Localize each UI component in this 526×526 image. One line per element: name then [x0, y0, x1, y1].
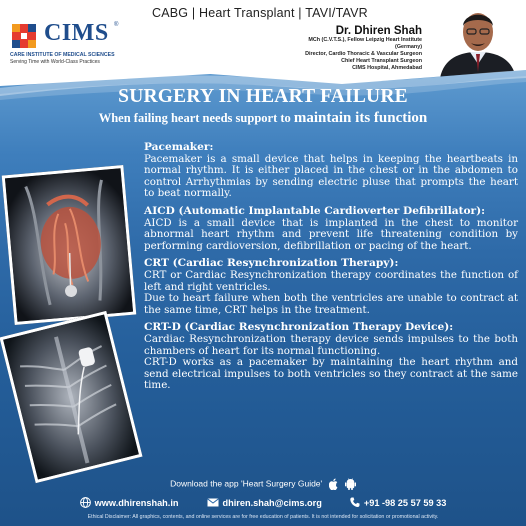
website-text: www.dhirenshah.in — [94, 497, 179, 508]
phone-text: +91 -98 25 57 59 33 — [363, 497, 447, 508]
header — [0, 0, 526, 78]
doctor-credential-line: Director, Cardio Thoracic & Vascular Surgeon — [305, 51, 422, 57]
subtitle-emphasis: maintain its function — [293, 110, 428, 126]
android-icon[interactable] — [345, 478, 356, 490]
logo-full-name: CARE INSTITUTE OF MEDICAL SCIENCES — [10, 52, 115, 58]
globe-icon — [80, 497, 91, 508]
email-text: dhiren.shah@cims.org — [222, 497, 322, 508]
mail-icon — [207, 498, 219, 507]
section-text-crtd: CRT-D works as a pacemaker by maintaining the heart rhythm and send electrical impulses to both ventricles so they contract at the same time. — [144, 356, 518, 392]
ethical-disclaimer: Ethical Disclaimer: All graphics, contents, and online services are for free education of patients. It is not intended for solicitation or promotional activity. — [87, 514, 439, 520]
cims-logo-icon — [10, 22, 38, 50]
section-heading-crt: CRT (Cardiac Resynchronization Therapy): — [144, 257, 399, 270]
content-text — [144, 142, 518, 392]
doctor-credential-line: MCh (C.V.T.S.), Fellow Leipzig Heart Institute — [308, 37, 422, 43]
email-link[interactable] — [207, 497, 322, 508]
section-text-crtd: Cardiac Resynchronization therapy device sends impulses to the both chambers of heart for its normal functioning. — [144, 332, 518, 357]
apple-icon[interactable] — [329, 478, 339, 490]
section-text-crt: Due to heart failure when both the ventricles are unable to contract at the same time, CRT helps in the treatment. — [144, 292, 518, 316]
xray-image-heart-vessels — [2, 165, 137, 325]
section-heading-pacemaker: Pacemaker: — [144, 141, 214, 153]
services-line: CABG | Heart Transplant | TAVI/TAVR — [152, 6, 368, 20]
logo-registered-mark: ® — [114, 22, 119, 28]
section-text-pacemaker: Pacemaker is a small device that helps in keeping the heartbeats in normal rhythm. It is either placed in the chest or in the abdomen to control Arrhythmias by sending electric pluse that prompts the heart to beat normally. — [144, 152, 518, 200]
subtitle-lead: When failing heart needs support to — [98, 111, 294, 125]
doctor-credential-line: Chief Heart Transplant Surgeon — [341, 58, 422, 64]
app-download-line — [0, 478, 526, 490]
section-heading-crtd: CRT-D (Cardiac Resynchronization Therapy Device): — [144, 321, 454, 334]
page-subtitle — [0, 110, 526, 127]
doctor-credential-line: CIMS Hospital, Ahmedabad — [352, 65, 422, 71]
doctor-info — [212, 25, 422, 72]
doctor-credential-line: (Germany) — [395, 44, 422, 50]
website-link[interactable] — [80, 497, 179, 508]
section-text-crt: CRT or Cardiac Resynchronization therapy coordinates the function of left and right ventricles. — [144, 268, 518, 293]
contact-row — [0, 497, 526, 508]
doctor-name: Dr. Dhiren Shah — [335, 25, 422, 37]
app-download-text: Download the app 'Heart Surgery Guide' — [170, 478, 323, 489]
section-heading-aicd: AICD (Automatic Implantable Cardioverter Defibrillator): — [144, 204, 486, 217]
logo-tagline: Serving Time with World-Class Practices — [10, 59, 100, 65]
logo-brand: CIMS — [44, 20, 109, 46]
cims-logo[interactable] — [10, 22, 128, 68]
phone-icon — [350, 497, 360, 508]
section-text-aicd: AICD is a small device that is implanted in the chest to monitor abnormal heart rhythm and prevent life threatening condition by performing cardioversion, defibrillation or pacing of the heart. — [144, 216, 518, 252]
doctor-portrait — [434, 2, 522, 78]
phone-link[interactable] — [350, 497, 447, 508]
page-title: SURGERY IN HEART FAILURE — [118, 86, 408, 107]
